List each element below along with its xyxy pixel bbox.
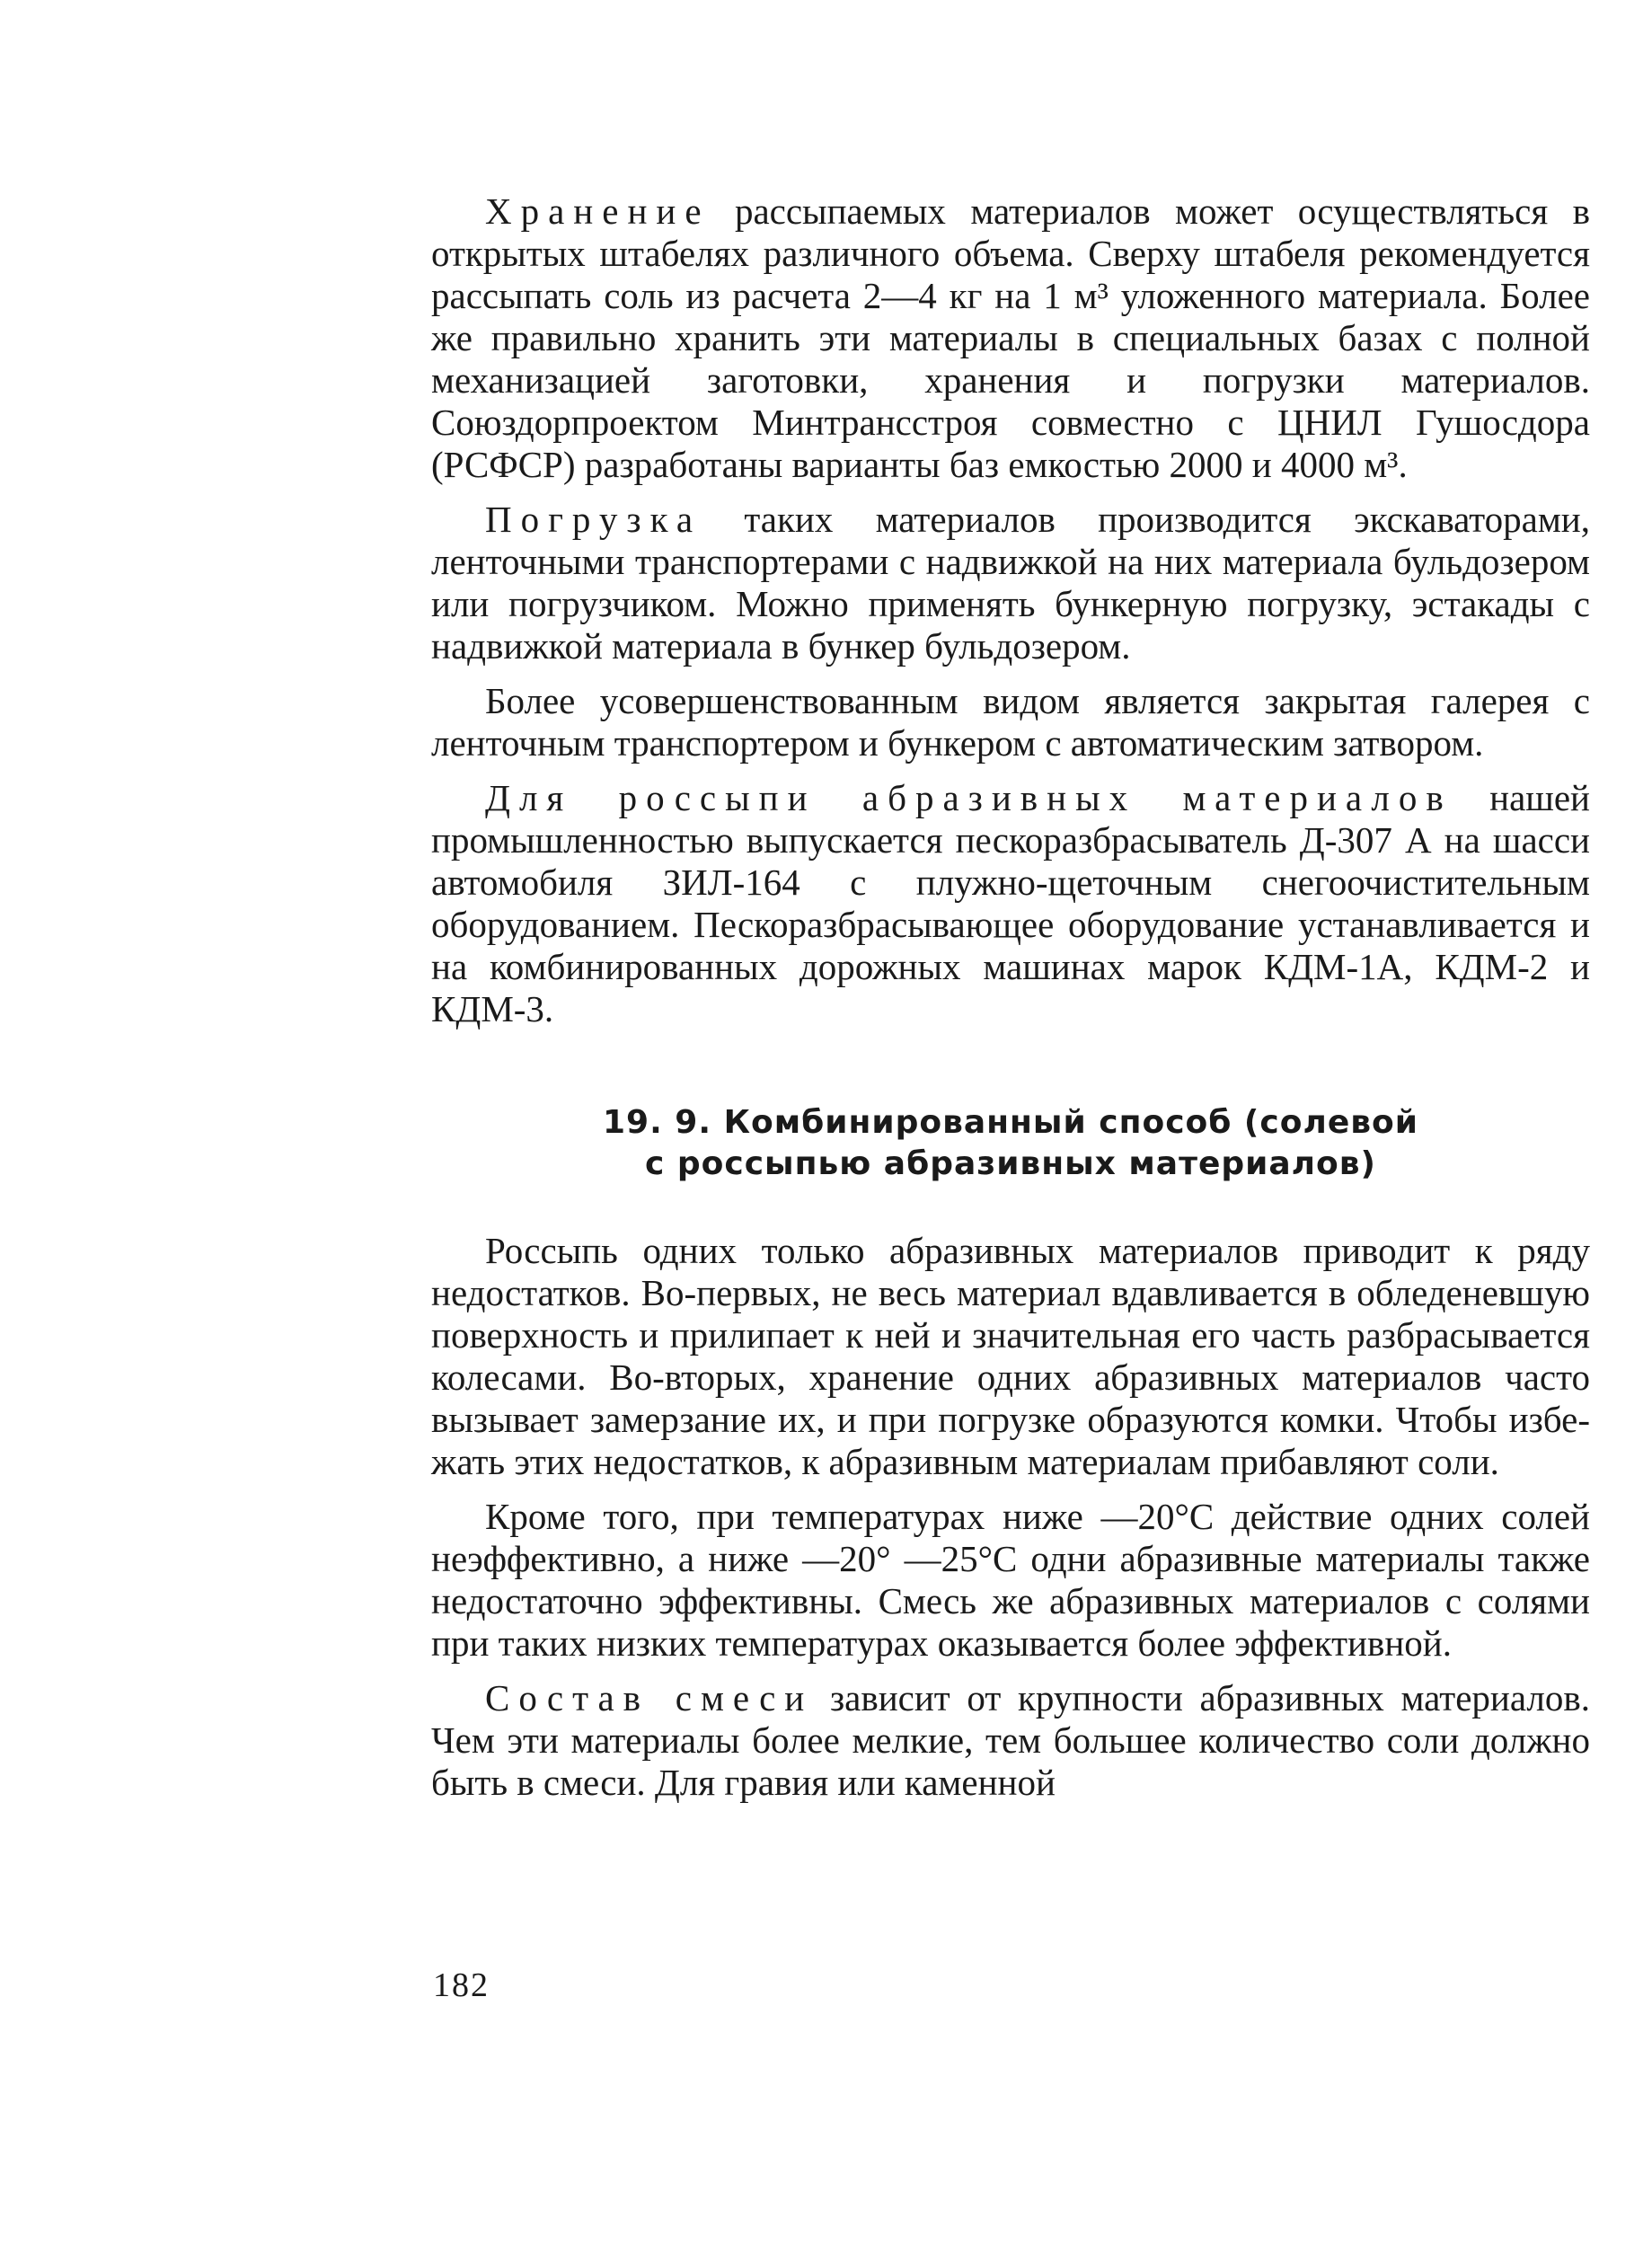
section-heading-line-2: с россыпью абразивных материалов) [645,1145,1376,1182]
paragraph-mixture [431,1677,1590,1804]
paragraph-lead: Состав смеси [485,1677,814,1719]
paragraph-text: Кроме того, при температурах ниже —20°С действие одних солей неэффективно, а ниже —20° —25°С одни абразивные материалы также недостаточно эффективны. Смесь же абразивных материалов с солями при таких низких температурах оказывается более эффективной. [431,1496,1590,1664]
paragraph-temperatures [431,1496,1590,1665]
page-content [431,190,1590,1816]
section-heading [431,1102,1590,1185]
paragraph-gallery [431,680,1590,764]
paragraph-drawbacks [431,1230,1590,1483]
paragraph-storage [431,190,1590,486]
paragraph-text: нашей промышленностью выпускается пескоразбрасыватель Д-307 А на шасси автомобиля ЗИЛ-164 с плужно-щеточным снегоочистительным оборудованием. Пескоразбрасывающее оборудование устанавливается и на комбинированных дорожных машинах марок КДМ-1А, КДМ-2 и КДМ-3. [431,777,1590,1029]
paragraph-text: таких материалов производится экскаваторами, ленточными транспортерами с надвижкой на них материала бульдозером или погрузчиком. Можно применять бункерную погрузку, эстакады с надвижкой материала в бункер бульдозером. [431,499,1590,667]
section-heading-line-1: 19. 9. Комбинированный способ (солевой [603,1104,1418,1141]
paragraph-lead: Для россыпи абразивных материалов [485,777,1453,818]
paragraph-text: Более усовершенствованным видом является закрытая галерея с ленточным транспортером и бункером с автоматическим затвором. [431,680,1590,764]
page-number: 182 [433,1966,490,2004]
paragraph-lead: Хранение [485,190,711,232]
paragraph-text: рассыпаемых материалов может осуществляться в открытых штабелях различного объема. Сверху штабеля рекомендуется рассыпать соль из расчета 2—4 кг на 1 м³ уложенного материала. Более же правильно хранить эти материалы в специальных базах с полной механизацией заготовки, хранения и погрузки материалов. Союздорпроектом Минтрансстроя совместно с ЦНИЛ Гушосдора (РСФСР) разработаны варианты баз емкостью 2000 и 4000 м³. [431,190,1590,485]
paragraph-spreader [431,777,1590,1030]
paragraph-text: зависит от крупности абразивных материалов. Чем эти материалы более мелкие, тем большее количество соли должно быть в смеси. Для гравия или каменной [431,1677,1590,1803]
paragraph-lead: Погрузка [485,499,702,540]
paragraph-loading [431,499,1590,667]
paragraph-text: Россыпь одних только абразивных материалов приводит к ряду недостатков. Во-первых, не весь материал вдавливается в обледеневшую поверхность и прилипает к ней и значительная его часть разбрасывается колесами. Во-вторых, хранение одних абразивных материалов часто вызывает замерзание их, и при погрузке образуются комки. Чтобы избежать этих недостатков, к абразивным материалам прибавляют соли. [431,1230,1590,1482]
